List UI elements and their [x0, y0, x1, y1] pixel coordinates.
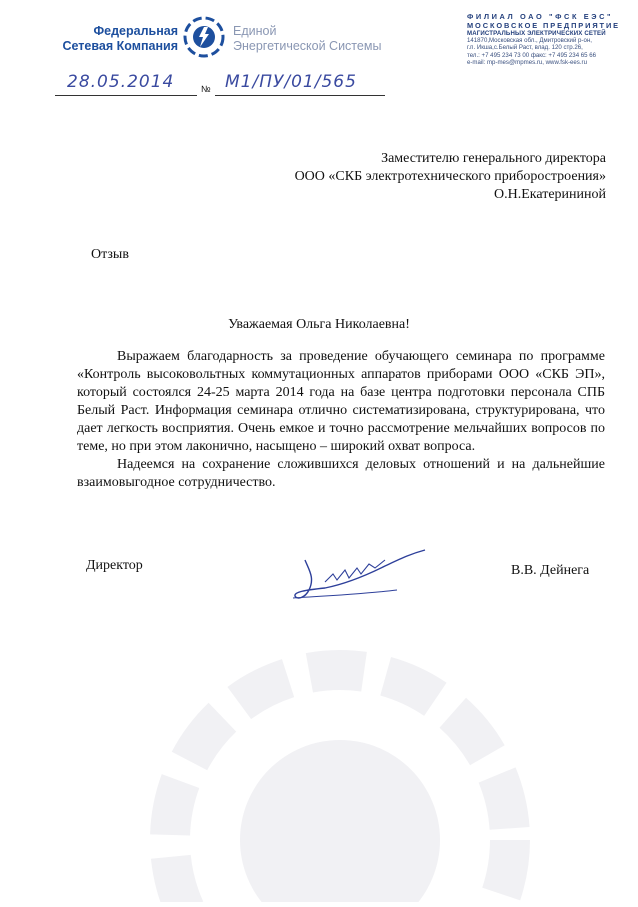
logo-left-line2: Сетевая Компания — [62, 39, 178, 53]
body-paragraph-1: Выражаем благодарность за проведение обучающего семинара по программе «Контроль высоковольтных коммутационных аппаратов приборами ООО «СКБ ЭП», который состоялся 24-25 марта 2014 года на базе центра подготовки персонала СПБ Белый Раст. Информация семинара отлично систематизирована, структурирована, что дает легкость восприятия. Очень емкое и точно рассмотрение мельчайших вопросов по теме, но при этом лаконично, насыщено – широкий охват вопроса. — [77, 349, 605, 454]
address-line2: г.п. Икша,с.Белый Раст, влад. 120 стр.26, — [467, 44, 583, 52]
handwritten-signature — [285, 540, 435, 610]
addressee-line3: О.Н.Екатерининой — [493, 187, 606, 202]
registration-line — [55, 72, 385, 102]
body-paragraph-2: Надеемся на сохранение сложившихся деловых отношений и на дальнейшие взаимовыгодное сотрудничество. — [77, 457, 605, 490]
addressee-block — [295, 150, 606, 204]
addressee-line2: ООО «СКБ электротехнического приборостроения» — [294, 169, 606, 184]
watermark-emblem-icon — [140, 640, 540, 902]
document-type: Отзыв — [91, 247, 129, 262]
address-line1: 141870,Московская обл., Дмитровский р-он, — [467, 37, 592, 44]
number-sign: № — [201, 84, 211, 94]
fsk-emblem-icon — [182, 15, 226, 59]
number-underline — [215, 95, 385, 96]
address-line4: e-mail: mp-mes@mpmes.ru, www.fsk-ees.ru — [467, 59, 587, 67]
branch-line3: МАГИСТРАЛЬНЫХ ЭЛЕКТРИЧЕСКИХ СЕТЕЙ — [467, 30, 606, 37]
branch-line2: МОСКОВСКОЕ ПРЕДПРИЯТИЕ — [467, 21, 620, 30]
branch-block — [467, 12, 623, 67]
logo-ees-right-text — [233, 24, 381, 54]
branch-line1: ФИЛИАЛ ОАО "ФСК ЕЭС" — [467, 12, 614, 21]
logo-right-line1: Единой — [233, 24, 277, 38]
registration-date: 28.05.2014 — [67, 72, 175, 92]
address-line3: тел.: +7 495 234 73 00 факс: +7 495 234 65 66 — [467, 51, 597, 59]
addressee-line1: Заместителю генерального директора — [381, 151, 606, 166]
logo-left-line1: Федеральная — [93, 24, 178, 38]
logo-fsk-left-text — [40, 24, 178, 54]
signatory-name: В.В. Дейнега — [511, 563, 590, 578]
signatory-title: Директор — [86, 558, 143, 573]
greeting: Уважаемая Ольга Николаевна! — [228, 317, 410, 332]
letter-body — [77, 348, 605, 492]
registration-number: М1/ПУ/01/565 — [225, 72, 357, 92]
logo-right-line2: Энергетической Системы — [233, 39, 382, 53]
date-underline — [55, 95, 197, 96]
